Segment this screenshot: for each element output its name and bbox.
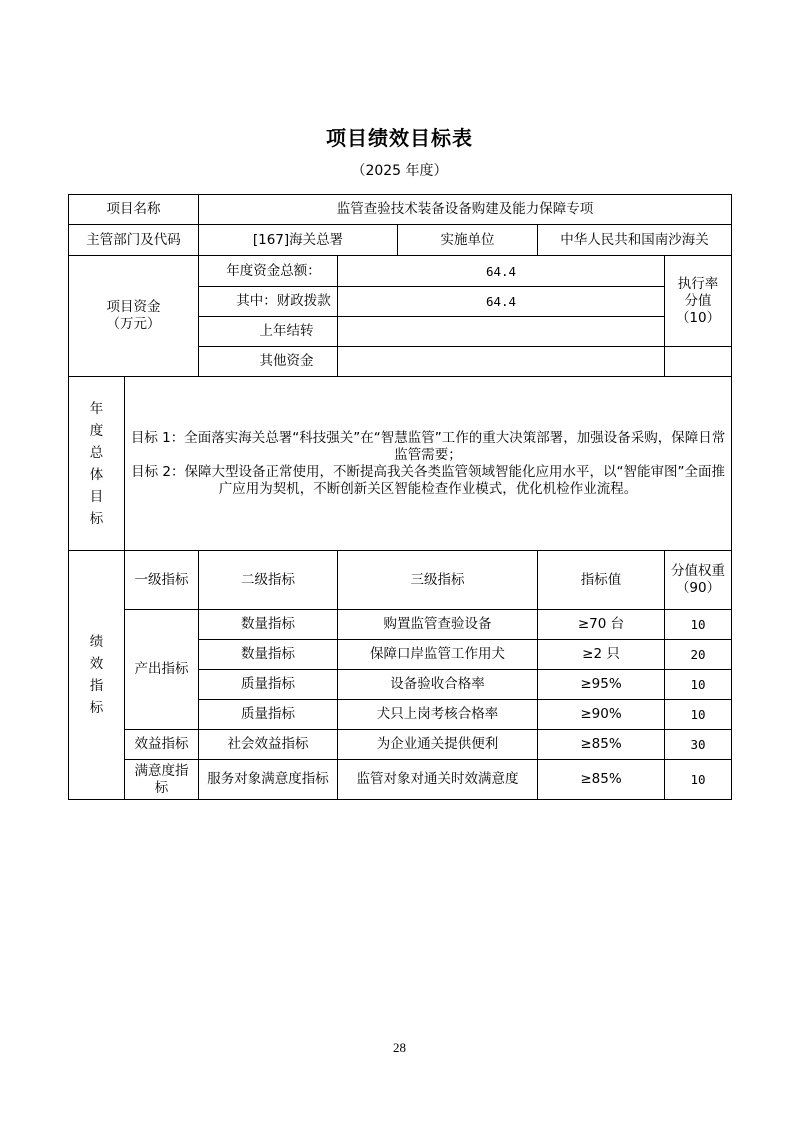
level2-header: 二级指标 [199,551,338,610]
level2-cell: 社会效益指标 [199,730,338,760]
indicator-value-cell: ≥2 只 [538,640,665,670]
department-row [69,225,732,256]
weight-cell: 20 [665,640,732,670]
execution-rate-score: 执行率 分值 （10） [665,256,732,347]
funds-other-empty-cell [665,347,732,377]
project-name-row [69,195,732,225]
indicator-value-header: 指标值 [538,551,665,610]
level3-header: 三级指标 [338,551,538,610]
page-number: 28 [393,1040,406,1055]
indicator-row [69,730,732,760]
page-title: 项目绩效目标表 [326,126,473,150]
indicator-row [69,760,732,800]
project-name-value: 监管查验技术装备设备购建及能力保障专项 [199,195,732,225]
funds-other-value [338,347,665,377]
department-label: 主管部门及代码 [69,225,199,256]
indicator-value-cell: ≥95% [538,670,665,700]
implementing-unit-value: 中华人民共和国南沙海关 [538,225,732,256]
annual-goals-label-cell [69,377,125,551]
annual-goals-label: 年度总体目标 [89,400,104,527]
weight-cell: 30 [665,730,732,760]
level3-cell: 为企业通关提供便利 [338,730,538,760]
project-name-label: 项目名称 [69,195,199,225]
level3-cell: 监管对象对通关时效满意度 [338,760,538,800]
level2-cell: 服务对象满意度指标 [199,760,338,800]
level3-cell: 购置监管查验设备 [338,610,538,640]
level2-cell: 数量指标 [199,610,338,640]
weight-header: 分值权重 （90） [665,551,732,610]
performance-goal-table [68,194,732,800]
annual-goals-text: 目标 1：全面落实海关总署“科技强关”在“智慧监管”工作的重大决策部署，加强设备采购，保障日常监管需要； 目标 2：保障大型设备正常使用，不断提高我关各类监管领域智能化应用水平，以“智能审图”全面推广应用为契机，不断创新关区智能检查作业模式，优化机检作业流程。 [125,377,732,551]
level2-cell: 数量指标 [199,640,338,670]
funds-carryover-label: 上年结转 [199,317,338,347]
funds-label: 项目资金 （万元） [69,256,199,377]
funds-total-value: 64.4 [338,256,665,287]
weight-cell: 10 [665,610,732,640]
funds-fiscal-value: 64.4 [338,287,665,317]
funds-total-row [69,256,732,287]
implementing-unit-label: 实施单位 [398,225,538,256]
indicators-header-row [69,551,732,610]
indicator-value-cell: ≥90% [538,700,665,730]
level3-cell: 犬只上岗考核合格率 [338,700,538,730]
funds-carryover-value [338,317,665,347]
page-subtitle: （2025 年度） [351,163,448,179]
level2-cell: 质量指标 [199,700,338,730]
level2-cell: 质量指标 [199,670,338,700]
level3-cell: 保障口岸监管工作用犬 [338,640,538,670]
weight-cell: 10 [665,760,732,800]
department-value: [167]海关总署 [199,225,398,256]
annual-goals-row [69,377,732,551]
indicator-value-cell: ≥85% [538,760,665,800]
indicator-row [69,610,732,640]
satisfaction-indicator-label: 满意度指标 [125,760,199,800]
weight-cell: 10 [665,700,732,730]
benefit-indicator-label: 效益指标 [125,730,199,760]
indicators-section-label: 绩效指标 [89,634,104,716]
level3-cell: 设备验收合格率 [338,670,538,700]
funds-other-label: 其他资金 [199,347,338,377]
funds-fiscal-label: 其中：财政拨款 [199,287,338,317]
indicator-value-cell: ≥70 台 [538,610,665,640]
output-indicator-label: 产出指标 [125,610,199,730]
level1-header: 一级指标 [125,551,199,610]
funds-total-label: 年度资金总额： [199,256,338,287]
indicator-value-cell: ≥85% [538,730,665,760]
weight-cell: 10 [665,670,732,700]
indicators-section-cell [69,551,125,800]
